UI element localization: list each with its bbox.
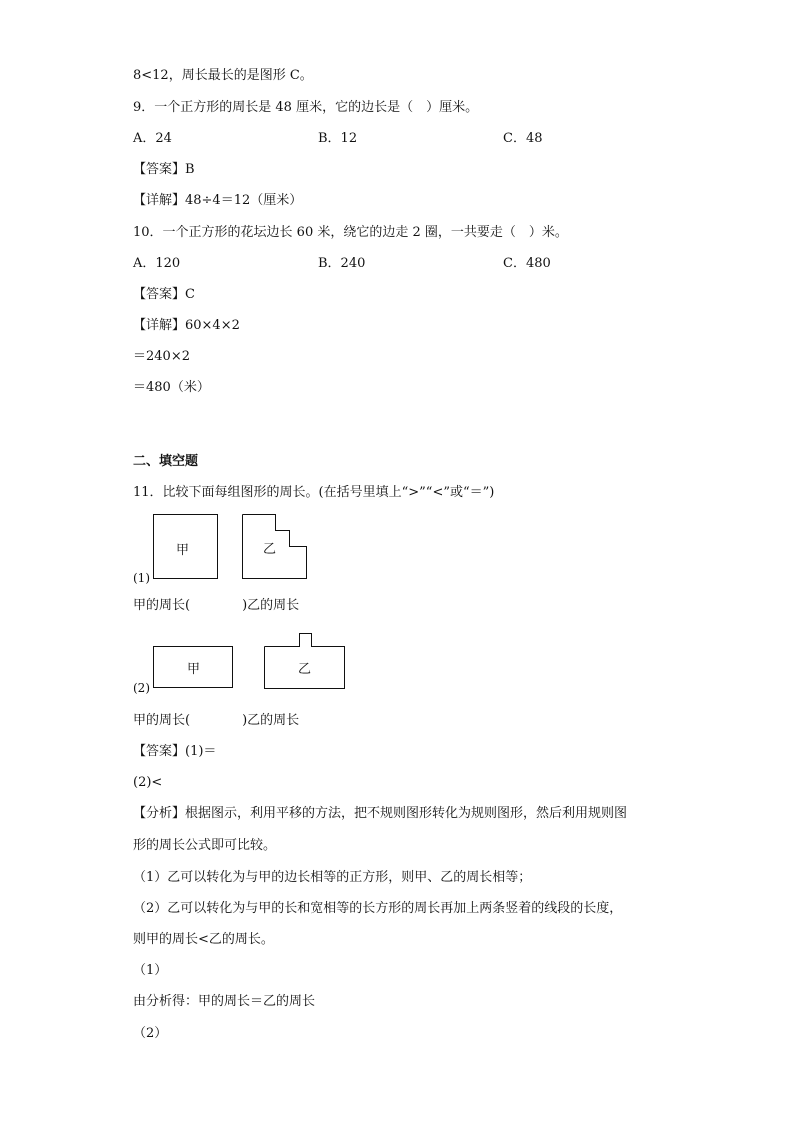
q9-detail: 【详解】48÷4＝12（厘米） (133, 193, 303, 208)
q11-analysis-line-4: （2）乙可以转化为与甲的长和宽相等的长方形的周长再加上两条竖着的线段的长度， (133, 901, 623, 916)
part-1-label: (1) (133, 571, 150, 585)
q11-solution-1-text: 由分析得：甲的周长＝乙的周长 (133, 994, 316, 1009)
figure-yi-label: 乙 (263, 542, 277, 557)
figure-yi-label: 乙 (298, 662, 312, 677)
question-11: 11．比较下面每组图形的周长。(在括号里填上“>”“<”或“＝”) (133, 485, 495, 500)
part-2-comparison: 甲的周长( )乙的周长 (133, 713, 300, 728)
figure-jia-label: 甲 (187, 662, 201, 677)
question-10: 10．一个正方形的花坛边长 60 米，绕它的边走 2 圈，一共要走（ ）米。 (133, 225, 568, 240)
part-2-label: (2) (133, 681, 150, 695)
q11-analysis-line-1: 【分析】根据图示，利用平移的方法，把不规则图形转化为规则图形，然后利用规则图 (133, 806, 628, 821)
q9-option-a: A．24 (133, 131, 172, 146)
q11-answer: 【答案】(1)＝ (133, 744, 217, 759)
section-heading: 二、填空题 (133, 454, 199, 469)
prev-answer-line: 8<12，周长最长的是图形 C。 (133, 68, 313, 83)
q10-detail: 【详解】60×4×2 (133, 318, 240, 333)
q11-analysis-line-2: 形的周长公式即可比较。 (133, 838, 277, 853)
q9-answer: 【答案】B (133, 162, 195, 177)
q11-analysis-line-5: 则甲的周长<乙的周长。 (133, 932, 274, 947)
q9-option-b: B．12 (318, 131, 358, 146)
q9-option-c: C．48 (503, 131, 543, 146)
q11-solution-2-label: （2） (133, 1026, 168, 1041)
q11-solution-1-label: （1） (133, 963, 168, 978)
q10-option-b: B．240 (318, 256, 366, 271)
q10-option-c: C．480 (503, 256, 551, 271)
question-9: 9．一个正方形的周长是 48 厘米，它的边长是（ ）厘米。 (133, 100, 479, 115)
q10-step-2: ＝240×2 (133, 349, 190, 364)
q10-option-a: A．120 (133, 256, 181, 271)
q10-answer: 【答案】C (133, 287, 195, 302)
q11-analysis-line-3: （1）乙可以转化为与甲的边长相等的正方形，则甲、乙的周长相等； (133, 870, 532, 885)
q11-answer-2: (2)< (133, 775, 163, 790)
part-1-comparison: 甲的周长( )乙的周长 (133, 598, 300, 613)
q10-step-3: ＝480（米） (133, 380, 210, 395)
figure-jia-label: 甲 (176, 543, 190, 558)
figure-jia-square (153, 514, 218, 579)
figure-jia-rectangle (153, 646, 233, 688)
